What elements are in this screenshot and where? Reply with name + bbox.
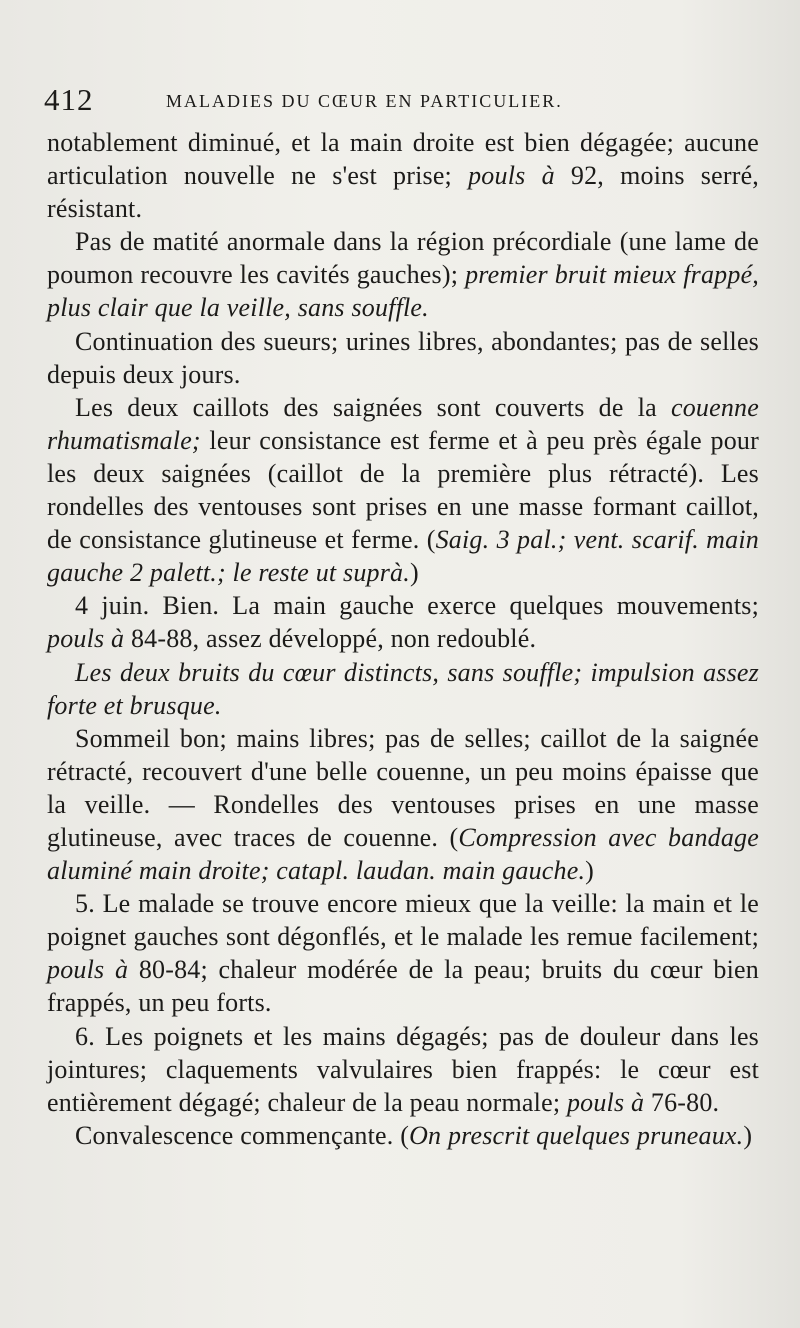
text-run: 92, moins serré, résistant. [47, 161, 760, 224]
text-run: Les deux caillots des saignées sont couverts de la [75, 392, 671, 422]
italic-text: On prescrit quelques pruneaux. [409, 1120, 744, 1150]
text-run: 6. Les poignets et les mains dégagés; pas de douleur dans les jointures; claquements valvulaires bien frappés: le cœur est entièrement dégagé; chaleur de la peau normale; [47, 1021, 759, 1117]
text-run: ) [743, 1120, 753, 1150]
paragraph [47, 225, 759, 324]
text-run: Convalescence commençante. ( [75, 1120, 410, 1150]
italic-text: Les deux bruits du cœur distincts, sans souffle; impulsion assez forte et brusque. [47, 657, 759, 720]
paragraph [47, 391, 759, 590]
body-text [47, 126, 759, 1152]
text-run: leur consistance est ferme et à peu près égale pour les deux saignées (caillot de la première plus rétracté). Les rondelles des ventouses sont prises en une masse formant caillot, de consistance glutineuse et ferme. ( [47, 425, 759, 555]
paragraph [47, 126, 759, 225]
text-run: 76-80. [644, 1087, 720, 1117]
italic-text: Compression avec bandage aluminé main droite; catapl. laudan. main gauche. [47, 822, 760, 886]
italic-text: premier bruit mieux frappé, plus clair que la veille, sans souffle. [47, 260, 760, 323]
paragraph [47, 589, 759, 655]
italic-text: couenne rhumatismale; [47, 392, 759, 455]
paragraph [47, 656, 759, 722]
text-run: Sommeil bon; mains libres; pas de selles; caillot de la saignée rétracté, recouvert d'une belle couenne, un peu moins épaisse que la veille. — Rondelles des ventouses prises en une masse glutineuse, avec traces de couenne. ( [47, 723, 759, 852]
text-run: 84-88, assez développé, non redoublé. [124, 624, 537, 654]
italic-text: pouls à [566, 1087, 645, 1117]
paragraph [47, 1119, 759, 1152]
italic-text: Saig. 3 pal.; vent. scarif. main gauche 2 palett.; le reste ut suprà. [47, 525, 759, 588]
paragraph [47, 1020, 759, 1119]
paragraph [47, 325, 759, 391]
running-head: MALADIES DU CŒUR EN PARTICULIER. [166, 91, 563, 111]
paragraph [47, 722, 759, 887]
text-run: 4 juin. Bien. La main gauche exerce quelques mouvements; [75, 591, 759, 621]
text-run: 5. Le malade se trouve encore mieux que la veille: la main et le poignet gauches sont dégonflés, et le malade les remue facilement; [47, 889, 759, 952]
italic-text: pouls à [47, 624, 125, 654]
page-header [44, 82, 744, 122]
paragraph [47, 887, 759, 1019]
text-run: Pas de matité anormale dans la région précordiale (une lame de poumon recouvre les cavités gauches); [47, 227, 759, 290]
text-run: Continuation des sueurs; urines libres, abondantes; pas de selles depuis deux jours. [47, 326, 759, 389]
text-run: notablement diminué, et la main droite est bien dégagée; aucune articulation nouvelle ne s'est prise; [47, 128, 759, 191]
text-run: 80-84; chaleur modérée de la peau; bruits du cœur bien frappés, un peu forts. [47, 955, 759, 1018]
text-run: ) [409, 558, 419, 588]
italic-text: pouls à [468, 161, 555, 191]
italic-text: pouls à [47, 955, 129, 985]
text-run: ) [585, 856, 595, 886]
page-number: 412 [44, 82, 94, 117]
